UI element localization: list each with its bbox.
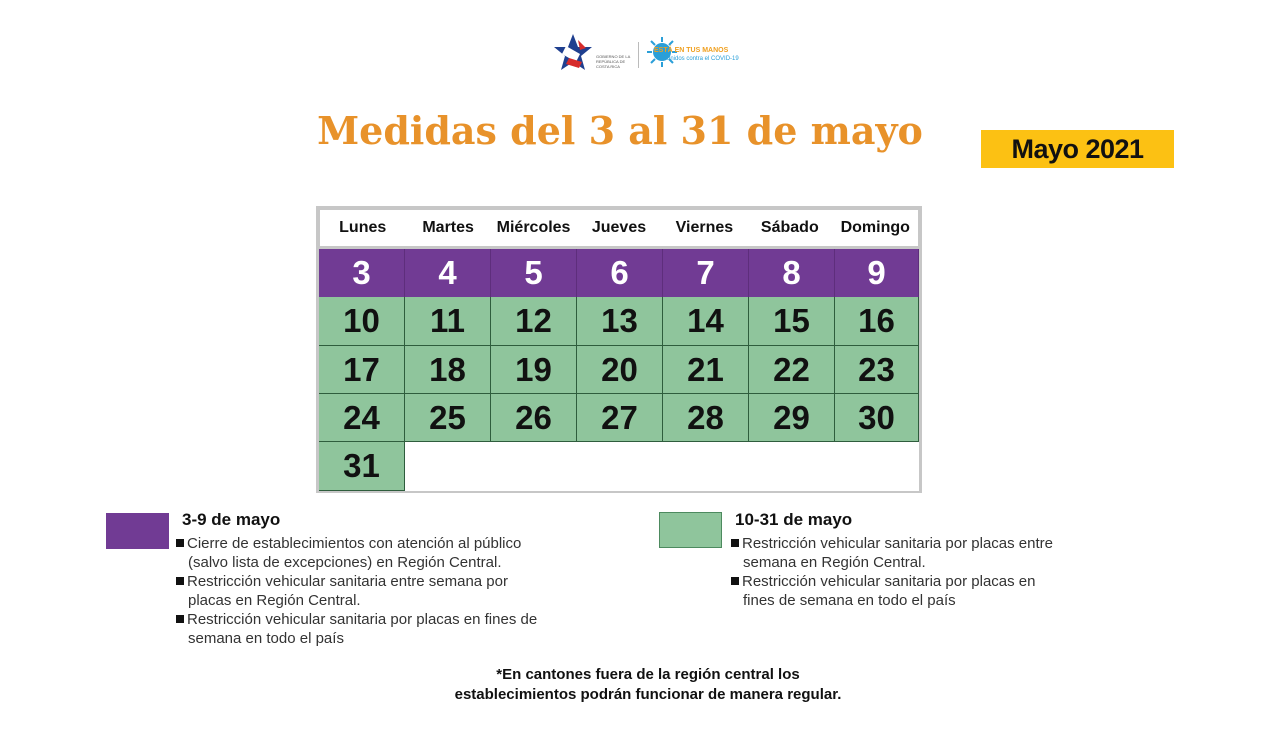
calendar-empty-cell	[577, 442, 663, 491]
calendar-empty-cell	[663, 442, 749, 491]
calendar-day-cell: 31	[319, 442, 405, 491]
weekday-tuesday: Martes	[422, 219, 474, 236]
calendar-weekday-header	[320, 210, 918, 246]
calendar-day-cell: 22	[749, 346, 835, 394]
calendar-day-cell: 17	[319, 346, 405, 394]
calendar-day-cell: 8	[749, 249, 835, 297]
month-badge: Mayo 2021	[981, 130, 1174, 168]
calendar-day-cell: 18	[405, 346, 491, 394]
legend-green-swatch	[659, 512, 722, 548]
calendar-days-grid	[319, 249, 919, 491]
campaign-logo-title: ESTÁ EN TUS MANOS	[654, 47, 729, 54]
weekday-sunday: Domingo	[840, 219, 910, 236]
calendar-empty-cell	[749, 442, 835, 491]
calendar-day-cell: 23	[835, 346, 919, 394]
page-title: Medidas del 3 al 31 de mayo	[317, 108, 923, 153]
calendar-day-cell: 29	[749, 394, 835, 442]
calendar-day-cell: 7	[663, 249, 749, 297]
calendar-empty-cell	[491, 442, 577, 491]
logo-divider	[638, 42, 639, 68]
calendar-day-cell: 12	[491, 297, 577, 346]
calendar-empty-cell	[835, 442, 919, 491]
calendar-day-cell: 25	[405, 394, 491, 442]
calendar-day-cell: 3	[319, 249, 405, 297]
legend-purple-swatch	[106, 513, 169, 549]
calendar-day-cell: 6	[577, 249, 663, 297]
calendar-day-cell: 13	[577, 297, 663, 346]
legend-purple-item-3: Restricción vehicular sanitaria por placas en fines de semana en todo el país	[176, 610, 537, 648]
legend-green-title: 10-31 de mayo	[735, 510, 853, 529]
calendar-day-cell: 9	[835, 249, 919, 297]
weekday-wednesday: Miércoles	[496, 219, 571, 236]
calendar-day-cell: 19	[491, 346, 577, 394]
calendar-day-cell: 16	[835, 297, 919, 346]
calendar	[316, 206, 922, 493]
calendar-day-cell: 10	[319, 297, 405, 346]
calendar-day-cell: 30	[835, 394, 919, 442]
footnote: *En cantones fuera de la región central los establecimientos podrán funcionar de manera regular.	[454, 666, 842, 703]
calendar-day-cell: 20	[577, 346, 663, 394]
calendar-day-cell: 11	[405, 297, 491, 346]
government-star-logo-icon	[552, 32, 594, 72]
legend-purple-title: 3-9 de mayo	[182, 510, 281, 529]
calendar-day-cell: 24	[319, 394, 405, 442]
calendar-day-cell: 14	[663, 297, 749, 346]
calendar-day-cell: 5	[491, 249, 577, 297]
legend-green-item-2: Restricción vehicular sanitaria por placas en fines de semana en todo el país	[731, 572, 1035, 610]
calendar-day-cell: 4	[405, 249, 491, 297]
government-logo-text: GOBIERNO DE LA REPÚBLICA DE COSTA RICA	[596, 54, 631, 69]
weekday-saturday: Sábado	[760, 219, 819, 236]
calendar-day-cell: 28	[663, 394, 749, 442]
calendar-day-cell: 27	[577, 394, 663, 442]
weekday-monday: Lunes	[339, 219, 387, 236]
weekday-friday: Viernes	[675, 219, 734, 236]
legend-green-item-1: Restricción vehicular sanitaria por placas entre semana en Región Central.	[731, 534, 1053, 572]
header-logos	[550, 30, 740, 76]
calendar-day-cell: 15	[749, 297, 835, 346]
calendar-empty-cell	[405, 442, 491, 491]
legend-purple-item-1: Cierre de establecimientos con atención al público (salvo lista de excepciones) en Región Central.	[176, 534, 521, 572]
weekday-thursday: Jueves	[591, 219, 647, 236]
calendar-day-cell: 26	[491, 394, 577, 442]
legend-purple-item-2: Restricción vehicular sanitaria entre semana por placas en Región Central.	[176, 572, 508, 610]
campaign-logo-subtitle: Unidos contra el COVID-19	[666, 56, 739, 62]
calendar-day-cell: 21	[663, 346, 749, 394]
